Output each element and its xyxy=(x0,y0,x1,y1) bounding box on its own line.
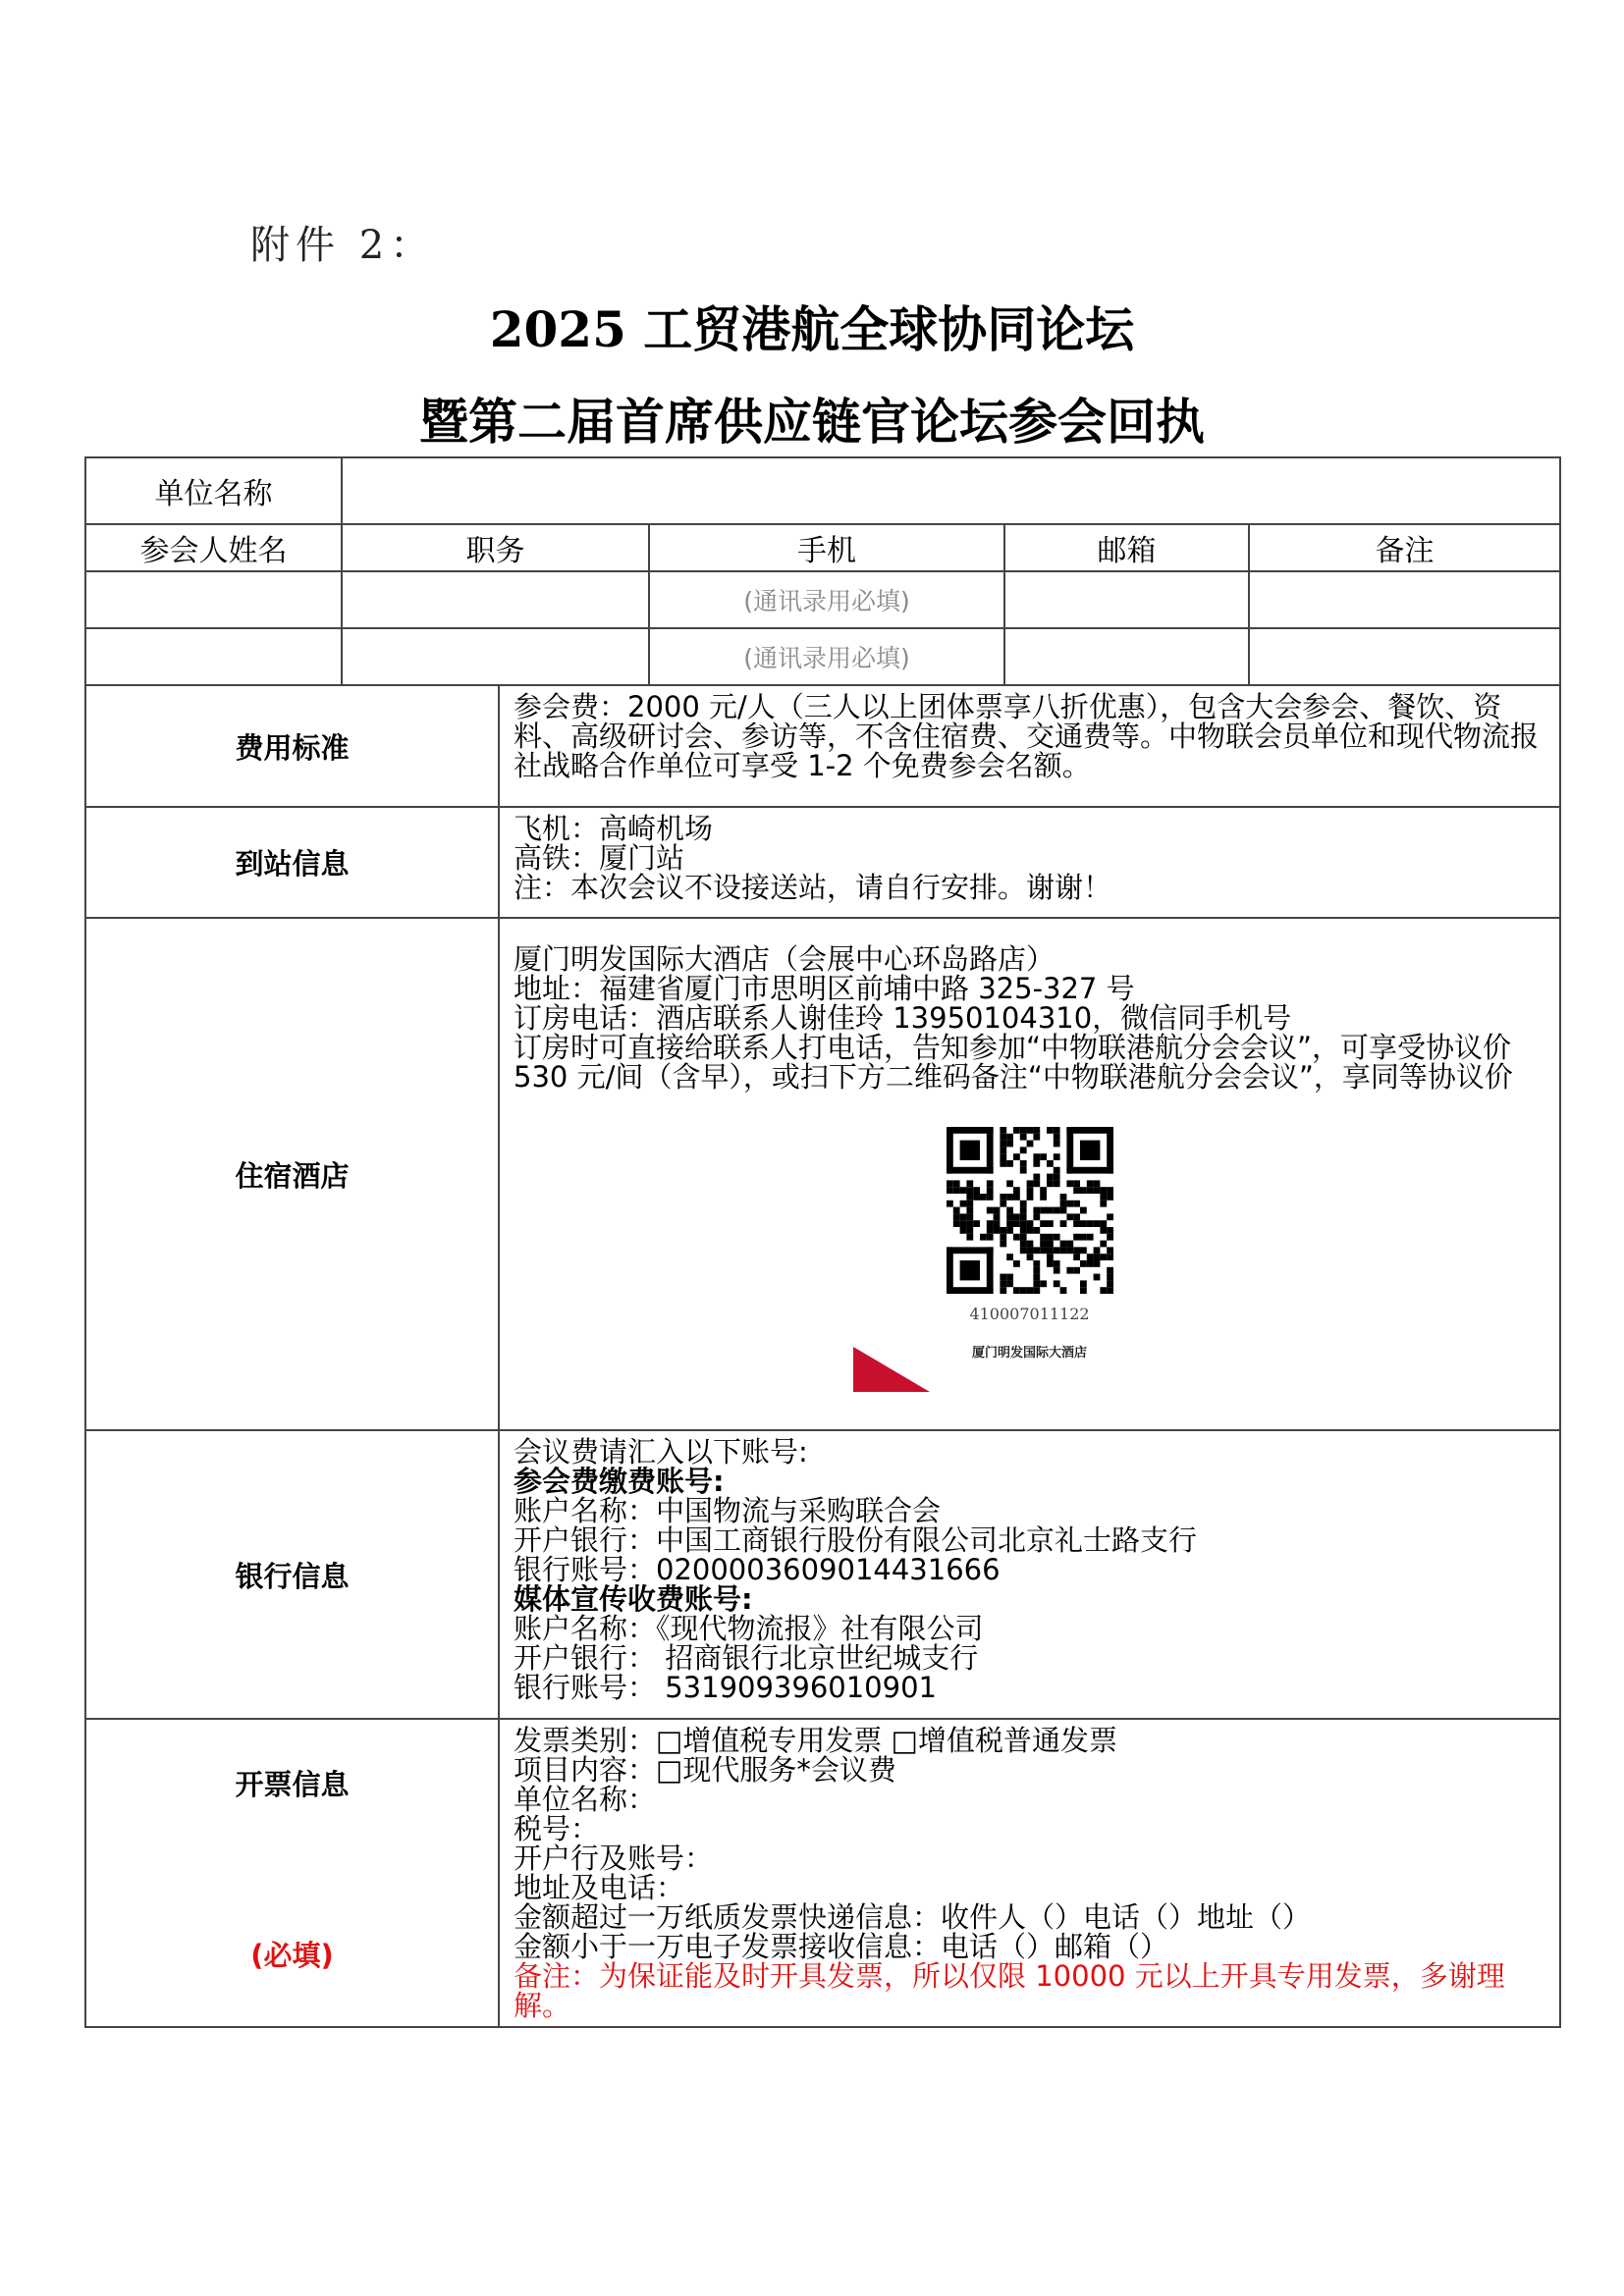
attendee-phone-field[interactable]: (通讯录用必填) xyxy=(649,571,1004,628)
invoice-note: 备注：为保证能及时开具发票，所以仅限 10000 元以上开具专用发票，多谢理解。 xyxy=(514,1959,1505,2022)
arrival-info xyxy=(499,807,1560,918)
attendee-row xyxy=(85,628,1560,685)
attendee-remarks-field[interactable] xyxy=(1249,571,1560,628)
fee-label: 费用标准 xyxy=(85,685,499,807)
invoice-address-phone[interactable]: 地址及电话： xyxy=(514,1871,685,1904)
bank-label: 银行信息 xyxy=(85,1430,499,1719)
bank-account-name-2: 账户名称：《现代物流报》社有限公司 xyxy=(514,1612,984,1645)
bank-account-number-1: 银行账号：0200003609014431666 xyxy=(514,1553,1001,1586)
qr-hotel-name: 厦门明发国际大酒店 xyxy=(972,1346,1088,1361)
bank-account-name-1: 账户名称：中国物流与采购联合会 xyxy=(514,1494,942,1527)
header-email: 邮箱 xyxy=(1004,524,1249,571)
page-title-line1: 2025 工贸港航全球协同论坛 xyxy=(489,300,1135,358)
hotel-phone: 订房电话：酒店联系人谢佳玲 13950104310，微信同手机号 xyxy=(514,1001,1292,1035)
invoice-bank-account[interactable]: 开户行及账号： xyxy=(514,1842,714,1875)
invoice-item[interactable]: 项目内容：□现代服务*会议费 xyxy=(514,1753,896,1787)
bank-section2-title: 媒体宣传收费账号: xyxy=(514,1582,753,1616)
bank-account-number-2: 银行账号： 531909396010901 xyxy=(514,1671,937,1704)
hotel-name: 厦门明发国际大酒店（会展中心环岛路店） xyxy=(514,942,1056,976)
hotel-logo-corner-icon xyxy=(853,1347,930,1392)
qr-number: 410007011122 xyxy=(969,1305,1090,1323)
invoice-electronic-delivery[interactable]: 金额小于一万电子发票接收信息：电话（）邮箱（） xyxy=(514,1930,1169,1963)
attachment-label: 附件 2： xyxy=(250,223,436,268)
hotel-address: 地址：福建省厦门市思明区前埔中路 325-327 号 xyxy=(514,972,1135,1005)
attendee-email-field[interactable] xyxy=(1004,628,1249,685)
header-phone: 手机 xyxy=(649,524,1004,571)
hotel-label: 住宿酒店 xyxy=(85,918,499,1430)
registration-form-table xyxy=(84,456,1561,2028)
invoice-label-cell xyxy=(85,1719,499,2027)
arrival-note: 注：本次会议不设接送站，请自行安排。谢谢！ xyxy=(514,871,1112,904)
bank-section1-title: 参会费缴费账号: xyxy=(514,1465,725,1498)
invoice-paper-delivery[interactable]: 金额超过一万纸质发票快递信息：收件人（）电话（）地址（） xyxy=(514,1900,1312,1934)
org-name-field[interactable] xyxy=(342,457,1560,524)
hotel-booking-note: 订房时可直接给联系人打电话，告知参加“中物联港航分会会议”，可享受协议价 530 元/间（含早），或扫下方二维码备注“中物联港航分会会议”，享同等协议价 xyxy=(514,1031,1513,1094)
qr-code-icon[interactable] xyxy=(947,1127,1113,1294)
bank-info xyxy=(499,1430,1560,1719)
arrival-label: 到站信息 xyxy=(85,807,499,918)
attendee-position-field[interactable] xyxy=(342,628,649,685)
hotel-info xyxy=(499,918,1560,1430)
bank-branch-2: 开户银行： 招商银行北京世纪城支行 xyxy=(514,1641,979,1675)
header-position: 职务 xyxy=(342,524,649,571)
page-title-line2: 暨第二届首席供应链官论坛参会回执 xyxy=(419,393,1205,451)
arrival-train: 高铁：厦门站 xyxy=(514,841,685,875)
attendee-email-field[interactable] xyxy=(1004,571,1249,628)
fee-text: 参会费：2000 元/人（三人以上团体票享八折优惠），包含大会参会、餐饮、资料、高级研讨会、参访等，不含住宿费、交通费等。中物联会员单位和现代物流报社战略合作单位可享受 1-2 个免费参会名额。 xyxy=(499,685,1560,807)
invoice-org-name[interactable]: 单位名称： xyxy=(514,1783,657,1816)
org-name-label: 单位名称 xyxy=(85,457,342,524)
header-attendee-name: 参会人姓名 xyxy=(85,524,342,571)
invoice-type[interactable]: 发票类别：□增值税专用发票 □增值税普通发票 xyxy=(514,1724,1118,1757)
invoice-info xyxy=(499,1719,1560,2027)
attendee-remarks-field[interactable] xyxy=(1249,628,1560,685)
invoice-required-label: (必填) xyxy=(250,1939,334,1972)
attendee-name-field[interactable] xyxy=(85,571,342,628)
attendee-row xyxy=(85,571,1560,628)
attendee-phone-field[interactable]: (通讯录用必填) xyxy=(649,628,1004,685)
attendee-position-field[interactable] xyxy=(342,571,649,628)
arrival-flight: 飞机：高崎机场 xyxy=(514,812,714,845)
attendee-name-field[interactable] xyxy=(85,628,342,685)
bank-intro: 会议费请汇入以下账号: xyxy=(514,1435,808,1468)
invoice-tax-id[interactable]: 税号： xyxy=(514,1812,600,1845)
hotel-qr-block xyxy=(514,1127,1545,1372)
invoice-label: 开票信息 xyxy=(235,1768,350,1801)
bank-branch-1: 开户银行：中国工商银行股份有限公司北京礼士路支行 xyxy=(514,1523,1198,1557)
header-remarks: 备注 xyxy=(1249,524,1560,571)
